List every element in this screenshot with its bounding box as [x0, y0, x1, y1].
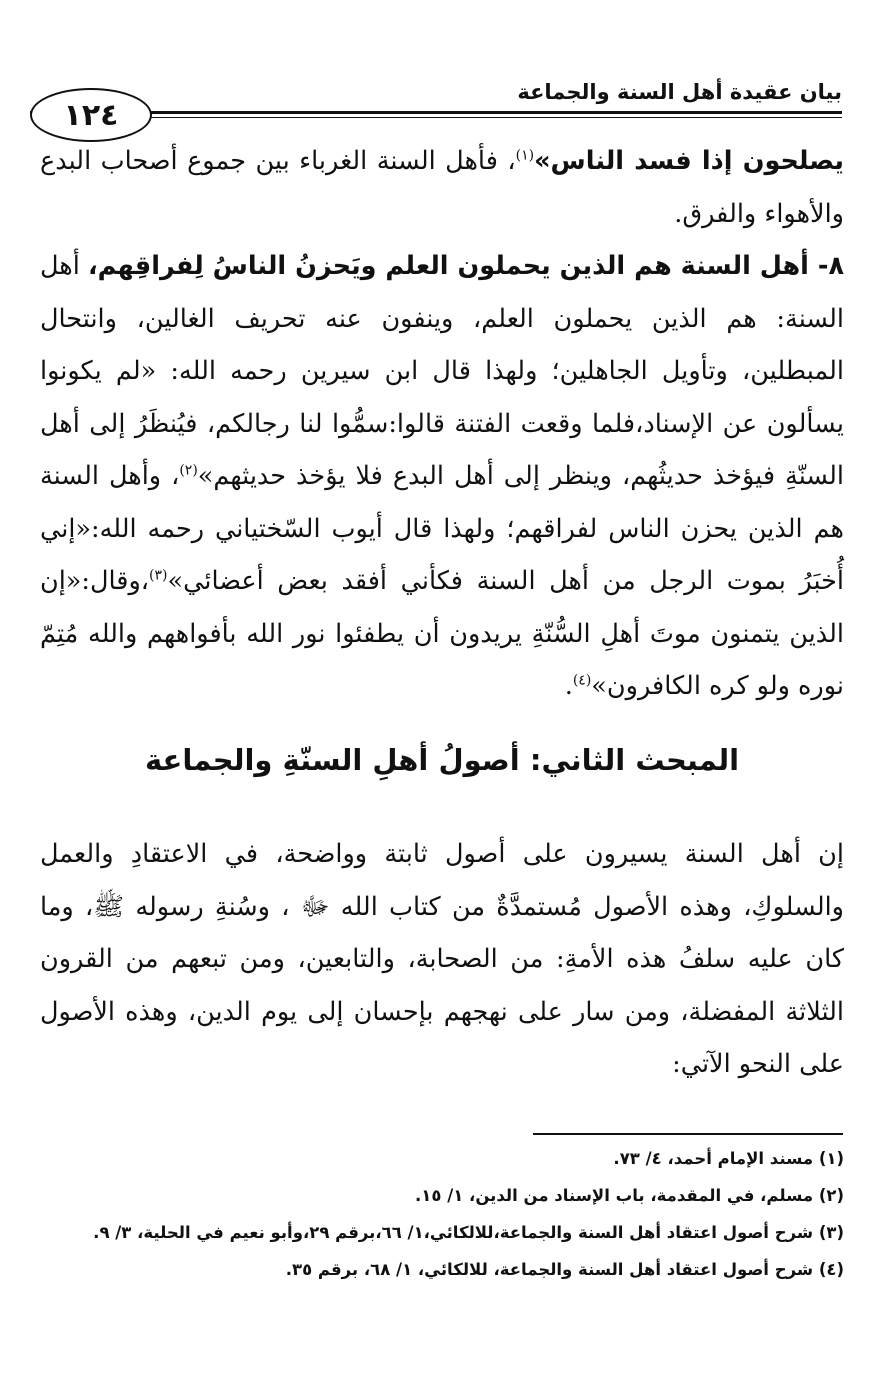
paragraph-text: ، فأهل السنة الغرباء بين جموع أصحاب البدع والأهواء والفرق. [40, 146, 844, 229]
page-header [30, 48, 842, 133]
bold-phrase: يصلحون إذا فسد الناس» [534, 146, 844, 176]
footnote-4: (٤) شرح أصول اعتقاد أهل السنة والجماعة، للالكائي، ١/ ٦٨، برقم ٣٥. [285, 1260, 844, 1279]
footnotes [40, 1140, 844, 1288]
footnote-marker: (٣) [149, 567, 168, 584]
footnote-marker: (١) [515, 147, 535, 164]
footnote-3: (٣) شرح أصول اعتقاد أهل السنة والجماعة،للالكائي،١/ ٦٦،برقم ٢٩،وأبو نعيم في الحلية، ٣/ ٩. [93, 1223, 844, 1242]
footnote-marker: (٢) [179, 462, 198, 479]
footnote-rule [533, 1133, 843, 1135]
paragraph-text: ،وقال:«إن الذين يتمنون موتَ أهلِ السُّنّةِ يريدون أن يطفئوا نور الله بأفواههم والله مُتِمّ نوره ولو كره الكافرون» [40, 566, 844, 701]
paragraph-2 [40, 240, 844, 713]
paragraph-text: ، وأهل السنة هم الذين يحزن الناس لفراقهم؛ ولهذا قال أيوب السّختياني رحمه الله:«إني أُخبَرُ بموت الرجل من أهل السنة فكأني أفقد بعض أعضائي» [40, 461, 844, 596]
footnote-2: (٢) مسلم، في المقدمة، باب الإسناد من الدين، ١/ ١٥. [415, 1186, 844, 1205]
paragraph-1 [40, 135, 844, 240]
page-number: ١٢٤ [30, 88, 152, 142]
footnote-marker: (٤) [572, 672, 592, 689]
paragraph-text: أهل السنة: هم الذين يحملون العلم، وينفون عنه تحريف الغالين، وانتحال المبطلين، وتأويل الجاهلين؛ ولهذا قال ابن سيرين رحمه الله: «لم يكونوا يسألون عن الإسناد،فلما وقعت الفتنة قالوا:سمُّوا لنا رجالكم، فيُنظَرُ إلى أهل السنّةِ فيؤخذ حديثُهم، وينظر إلى أهل البدع فلا يؤخذ حديثهم» [40, 251, 844, 491]
body-text [40, 135, 844, 713]
section-heading: المبحث الثاني: أصولُ أهلِ السنّةِ والجماعة [144, 743, 740, 777]
running-head: بيان عقيدة أهل السنة والجماعة [517, 80, 842, 104]
bold-phrase: أهل السنة هم الذين يحملون العلم ويَحزنُ الناسُ لِفراقِهم، [88, 251, 809, 281]
footnote-1: (١) مسند الإمام أحمد، ٤/ ٧٣. [613, 1149, 844, 1168]
header-rule-thin [130, 117, 842, 118]
item-number: ٨- [808, 251, 845, 281]
section-body [40, 828, 844, 1091]
paragraph-text: . [564, 671, 573, 701]
section-paragraph: إن أهل السنة يسيرون على أصول ثابتة وواضحة، في الاعتقادِ والعمل والسلوكِ، وهذه الأصول مُستمدَّةٌ من كتاب الله ﷻ ، وسُنةِ رسوله ﷺ، وما كان عليه سلفُ هذه الأمةِ: من الصحابة، والتابعين، ومن تبعهم من القرون الثلاثة المفضلة، ومن سار على نهجهم بإحسان إلى يوم الدين، وهذه الأصول على النحو الآتي: [40, 839, 844, 1079]
